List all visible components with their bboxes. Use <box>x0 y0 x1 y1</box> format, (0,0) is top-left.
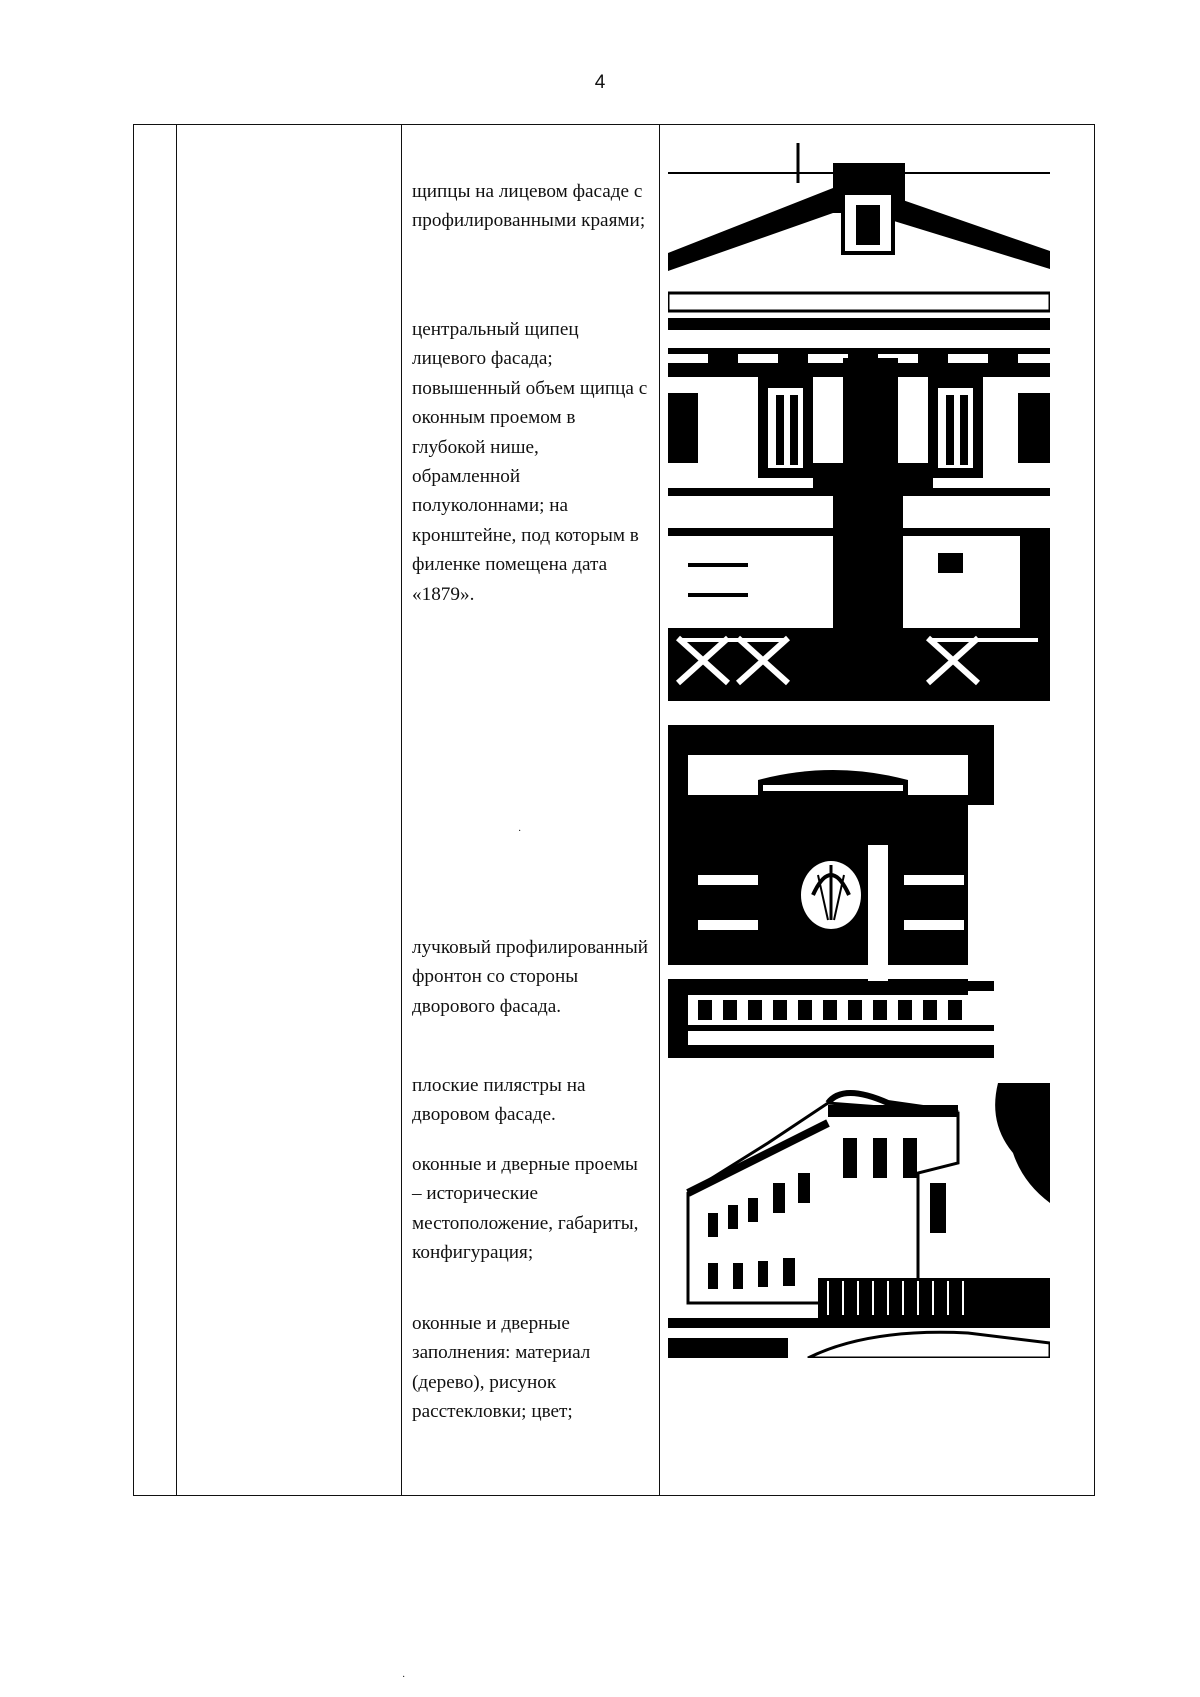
pediment-photo <box>668 725 994 1058</box>
feature-item: плоские пилястры на дворовом фасаде. <box>412 1075 586 1126</box>
table-bottom-border <box>133 1495 1095 1496</box>
feature-item: лучковый профилированный фронтон со стороны дворового фасада. <box>412 937 648 1017</box>
scan-speck: · <box>518 826 522 837</box>
scan-speck: · <box>402 1672 406 1683</box>
table-col-border <box>176 124 177 1496</box>
page-number: 4 <box>594 72 606 93</box>
table-col-border <box>401 124 402 1496</box>
table-top-border <box>133 124 1095 125</box>
feature-item: оконные и дверные заполнения: материал (дерево), рисунок расстекловки; цвет; <box>412 1313 591 1423</box>
building-courtyard-photo <box>668 1083 1050 1358</box>
table-col-border <box>1094 124 1095 1496</box>
table-col-border <box>133 124 134 1496</box>
facade-gable-photo <box>668 143 1050 701</box>
feature-item: центральный щипец лицевого фасада; повышенный объем щипца с оконным проемом в глубокой нише, обрамленной полуколоннами; на кронштейне, под которым в филенке помещена дата «1879». <box>412 319 648 605</box>
feature-item: щипцы на лицевом фасаде с профилированными краями; <box>412 181 646 232</box>
table-col-border <box>659 124 660 1496</box>
feature-item: оконные и дверные проемы – исторические местоположение, габариты, конфигурация; <box>412 1154 639 1264</box>
